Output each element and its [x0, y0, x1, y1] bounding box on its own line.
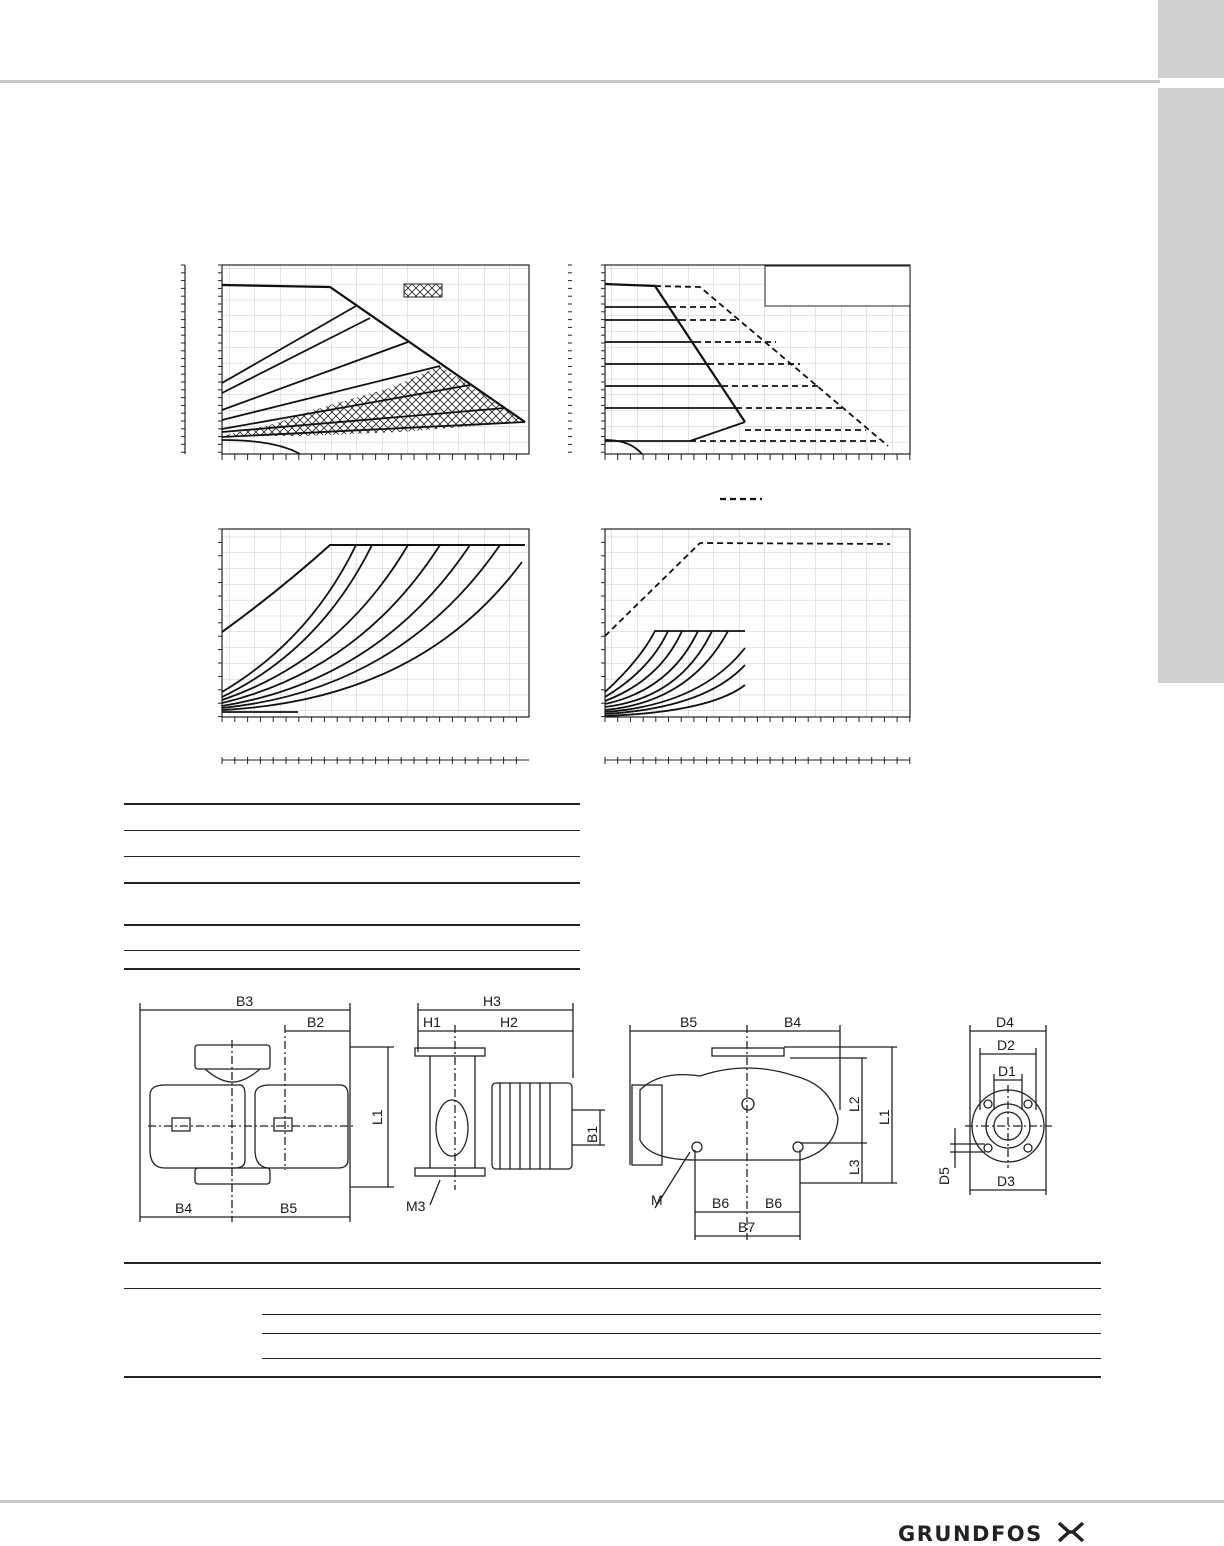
dim-label: H1 — [423, 1014, 441, 1030]
dim-label: B6 — [712, 1195, 730, 1211]
dim-label: B1 — [584, 1125, 600, 1143]
table-rule — [124, 968, 580, 970]
side-view-drawing — [415, 1003, 605, 1205]
chart-head-curves-right — [605, 265, 910, 499]
table-rule — [124, 803, 580, 805]
dim-label: L1 — [876, 1109, 892, 1125]
table-rule — [124, 950, 580, 951]
dim-label: B4 — [784, 1014, 802, 1030]
dim-label: M3 — [406, 1198, 426, 1214]
table-rule — [124, 882, 580, 884]
chart-head-curves-left — [185, 265, 529, 454]
table-rule — [124, 856, 580, 857]
footer-rule — [0, 1500, 1224, 1503]
dim-label: H2 — [500, 1014, 518, 1030]
table-rule — [124, 1288, 1101, 1289]
flange-view-drawing — [950, 1025, 1052, 1195]
table-rule — [262, 1314, 1101, 1315]
dim-label: B5 — [280, 1200, 298, 1216]
brand-wordmark: GRUNDFOS — [898, 1522, 1043, 1546]
chart-power-curves-left — [222, 529, 529, 760]
top-view-drawing — [630, 1025, 897, 1240]
table-rule — [124, 830, 580, 831]
dim-label: D5 — [936, 1167, 952, 1185]
table-rule — [124, 1262, 1101, 1264]
dim-label: L1 — [369, 1109, 385, 1125]
table-rule — [124, 924, 580, 926]
dim-label: B2 — [307, 1014, 325, 1030]
dim-label: D2 — [997, 1037, 1015, 1053]
dim-label: B3 — [236, 993, 254, 1009]
chart-power-curves-right — [605, 529, 910, 760]
table-rule — [262, 1358, 1101, 1359]
front-view-drawing — [140, 1003, 394, 1222]
dim-label: L3 — [846, 1159, 862, 1175]
dim-label: B6 — [765, 1195, 783, 1211]
dim-label: H3 — [483, 993, 501, 1009]
dim-label: B5 — [680, 1014, 698, 1030]
brand-x-icon — [1056, 1520, 1086, 1544]
dim-label: B4 — [175, 1200, 193, 1216]
dim-label: D4 — [996, 1014, 1014, 1030]
dim-label: B7 — [738, 1219, 756, 1235]
brand-logo — [898, 1520, 1086, 1546]
dim-label: D3 — [997, 1173, 1015, 1189]
dim-label: D1 — [998, 1063, 1016, 1079]
table-rule — [124, 1376, 1101, 1378]
dim-label: L2 — [846, 1096, 862, 1112]
dim-label: M — [651, 1192, 663, 1208]
table-rule — [262, 1333, 1101, 1334]
